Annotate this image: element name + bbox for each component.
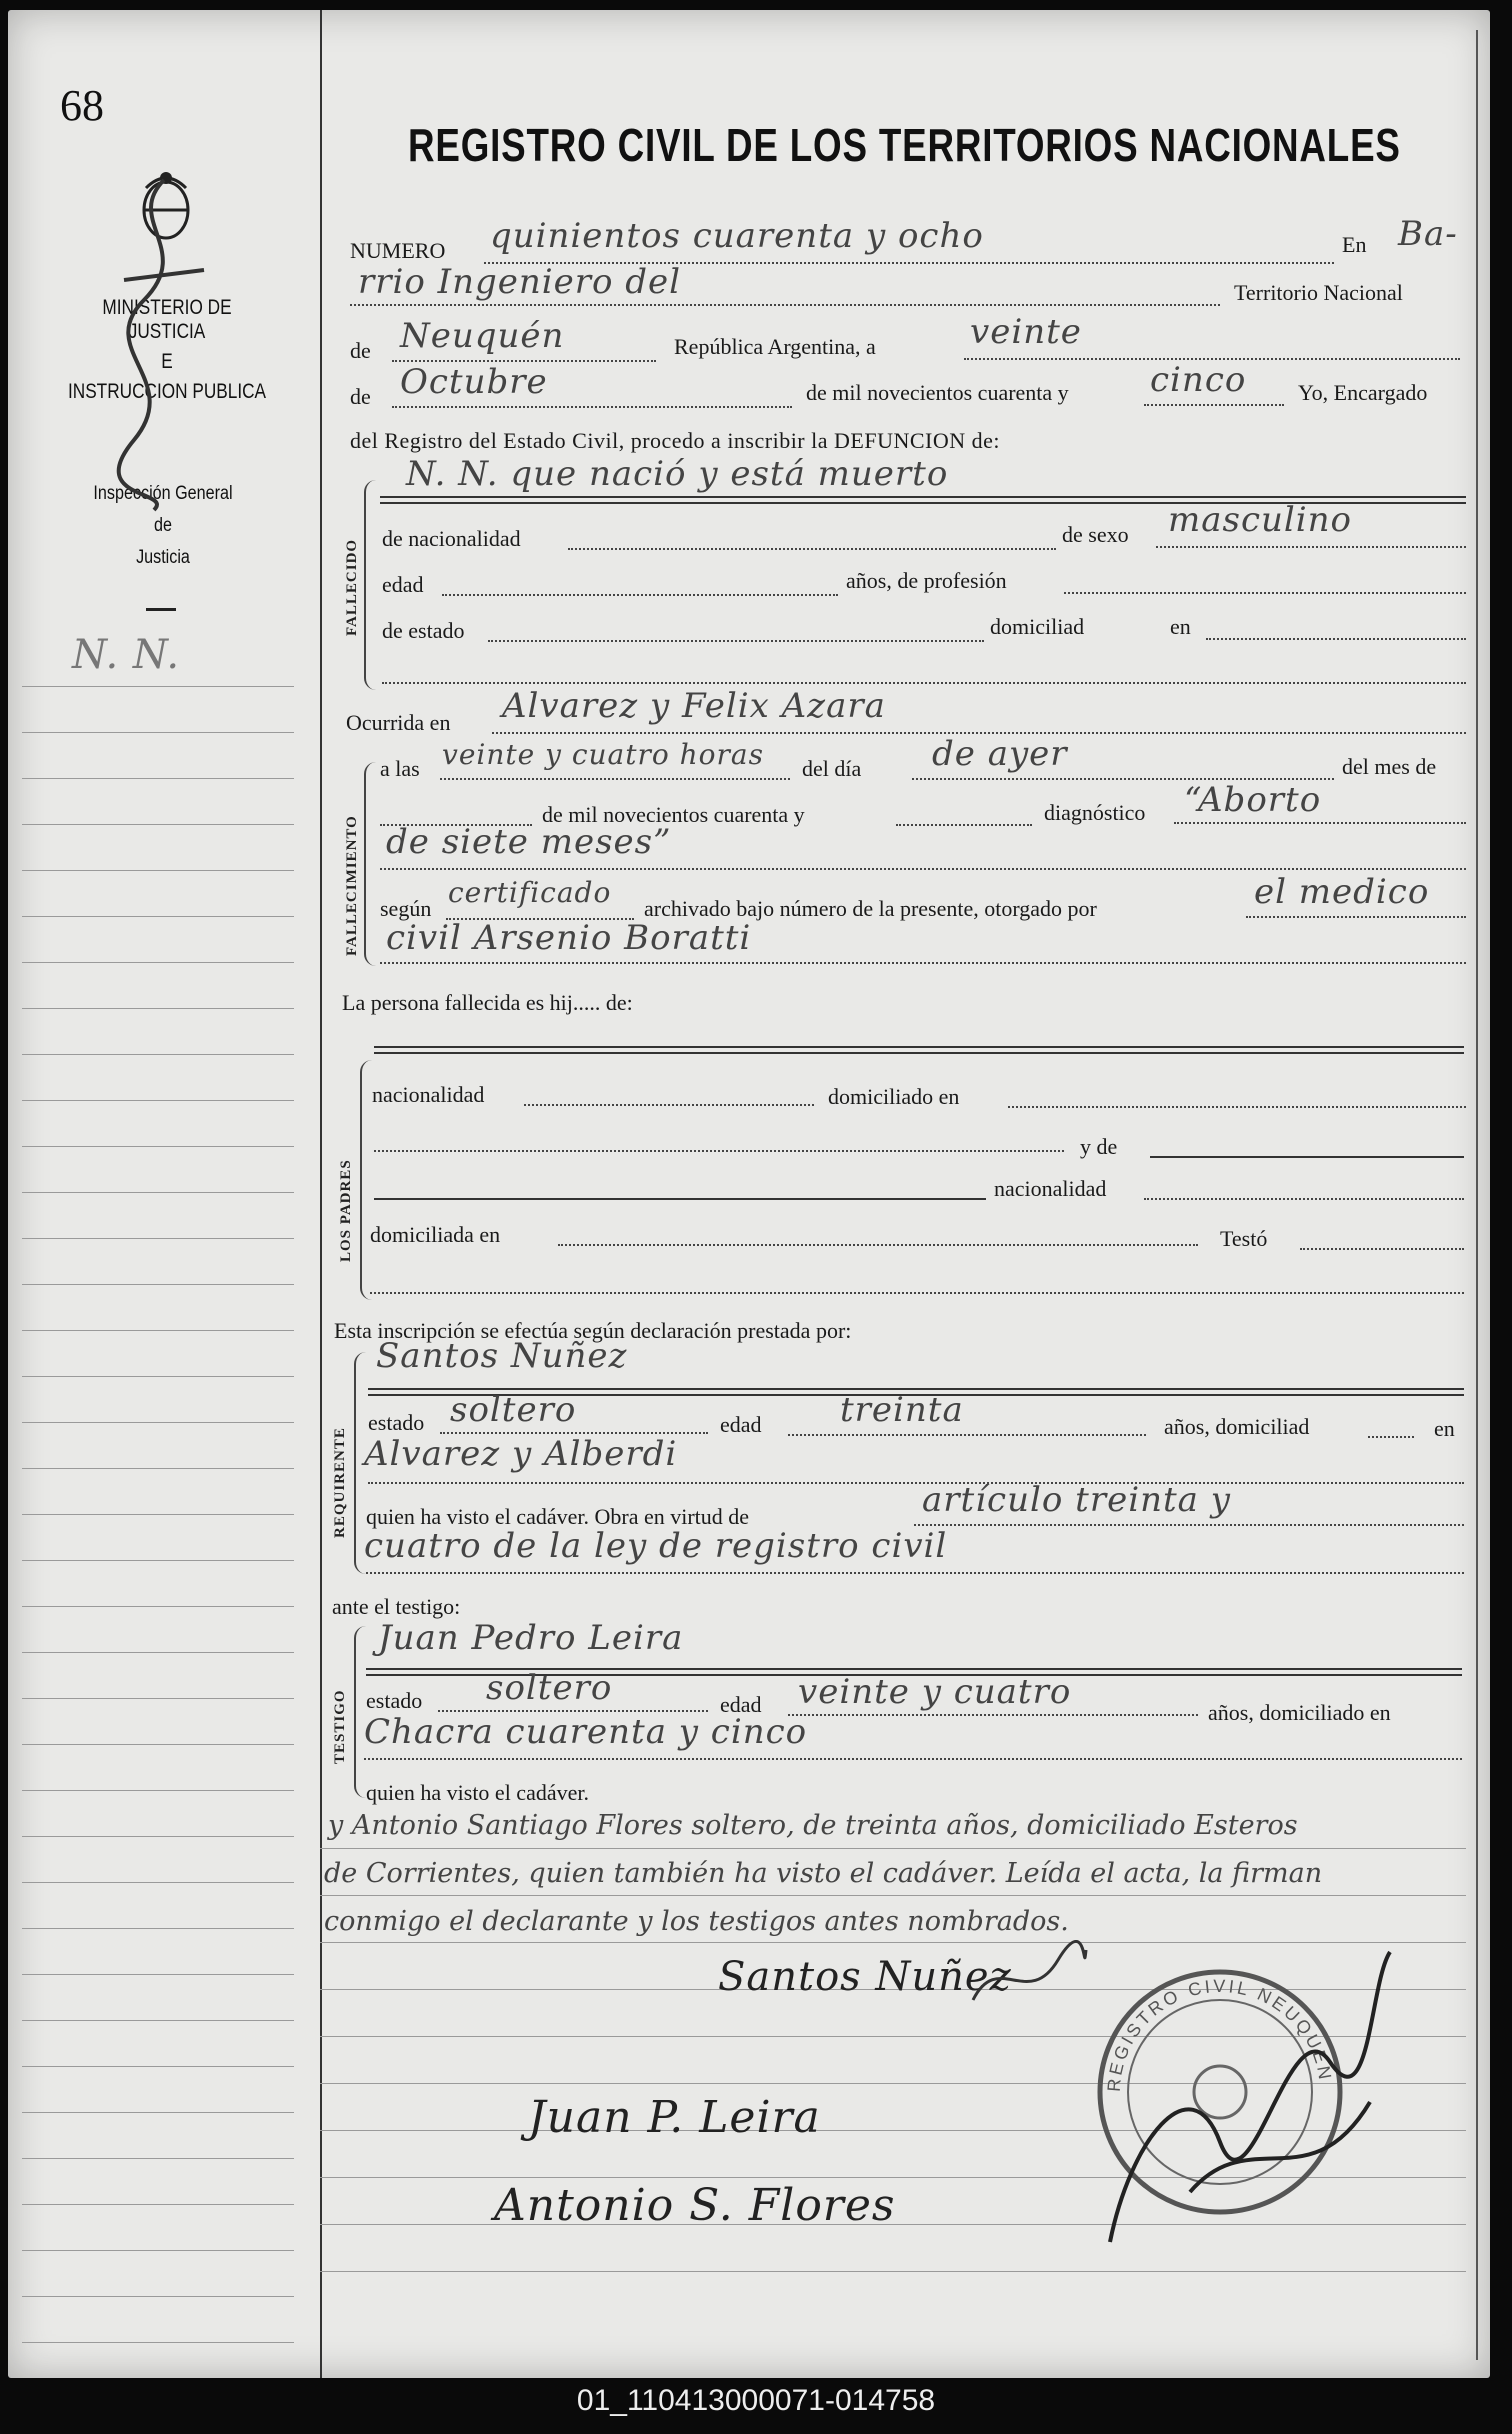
- requirente-section-label: REQUIRENTE: [332, 1427, 348, 1538]
- testo-label: Testó: [1220, 1226, 1268, 1251]
- a-las-label: a las: [380, 756, 420, 781]
- padres-section-label: LOS PADRES: [338, 1159, 354, 1262]
- margin-rule-line: [22, 1054, 294, 1055]
- margin-rule-line: [22, 916, 294, 917]
- inspection-line-1: Inspección General: [93, 483, 233, 504]
- margin-rule-line: [22, 2020, 294, 2021]
- image-caption: 01_110413000071-014758: [576, 2384, 936, 2417]
- margin-rule-line: [22, 2066, 294, 2067]
- note-rule-line: [320, 1848, 1466, 1849]
- margin-rule-line: [22, 1376, 294, 1377]
- requirente-domicilio: Alvarez y Alberdi: [364, 1434, 678, 1474]
- republica-label: República Argentina, a: [674, 334, 876, 359]
- domiciliado-label: domiciliado en: [828, 1084, 960, 1109]
- de2-label: de: [350, 384, 371, 409]
- margin-signature-scribble: [104, 160, 214, 520]
- year-value: cinco: [1150, 360, 1247, 400]
- fallecido-name: N. N. que nació y está muerto: [406, 454, 949, 494]
- inspection-line-3: Justicia: [136, 547, 190, 568]
- profesion-label: años, de profesión: [846, 568, 1007, 593]
- requirente-edad-label: edad: [720, 1412, 762, 1437]
- diagnostico-value: “Aborto: [1184, 780, 1322, 820]
- left-margin-column: [8, 10, 322, 2378]
- document-page: [8, 10, 1490, 2378]
- margin-rule-line: [22, 1514, 294, 1515]
- territorio-label: Territorio Nacional: [1234, 280, 1403, 305]
- testigo-domicilio: Chacra cuarenta y cinco: [364, 1712, 808, 1752]
- requirente-estado-value: soltero: [450, 1390, 577, 1430]
- margin-rule-line: [22, 2204, 294, 2205]
- margin-rule-line: [22, 1836, 294, 1837]
- margin-rule-line: [22, 1146, 294, 1147]
- fallecido-en-label: en: [1170, 614, 1191, 639]
- testigo-intro: ante el testigo:: [332, 1594, 461, 1619]
- requirente-anos-label: años, domiciliad: [1164, 1414, 1310, 1439]
- requirente-estado-label: estado: [368, 1410, 425, 1435]
- margin-rule-line: [22, 2250, 294, 2251]
- notes-line-2: de Corrientes, quien también ha visto el cadáver. Leída el acta, la firman: [324, 1858, 1323, 1889]
- fallecido-section-label: FALLECIDO: [344, 538, 360, 636]
- margin-rule-line: [22, 1882, 294, 1883]
- dia-value: de ayer: [932, 734, 1068, 774]
- margin-rule-line: [22, 1560, 294, 1561]
- intro-line: del Registro del Estado Civil, procedo a inscribir la DEFUNCION de:: [350, 428, 1000, 453]
- margin-rule-line: [22, 824, 294, 825]
- margin-rule-line: [22, 1284, 294, 1285]
- margin-rule-line: [22, 1790, 294, 1791]
- testigo-visto-label: quien ha visto el cadáver.: [366, 1780, 589, 1805]
- margin-rule-line: [22, 1652, 294, 1653]
- requirente-en-label: en: [1434, 1416, 1455, 1441]
- margin-rule-line: [22, 2112, 294, 2113]
- place-value-2: rrio Ingeniero del: [358, 262, 682, 302]
- official-stamp-icon: [1070, 1942, 1400, 2262]
- estado-label: de estado: [382, 618, 465, 643]
- numero-value: quinientos cuarenta y ocho: [490, 216, 984, 256]
- margin-rule-line: [22, 2158, 294, 2159]
- nacionalidad-label: de nacionalidad: [382, 526, 521, 551]
- margin-rule-line: [22, 778, 294, 779]
- domiciliada-label: domiciliada en: [370, 1222, 501, 1247]
- document-title: REGISTRO CIVIL DE LOS TERRITORIOS NACIONALES: [408, 119, 1401, 171]
- year-label: de mil novecientos cuarenta y: [806, 380, 1069, 405]
- margin-rule-line: [22, 1238, 294, 1239]
- margin-rule-line: [22, 1744, 294, 1745]
- margin-rule-line: [22, 1928, 294, 1929]
- requirente-name: Santos Nuñez: [376, 1336, 628, 1376]
- segun-value: certificado: [448, 876, 612, 909]
- margin-rule-line: [22, 962, 294, 963]
- note-rule-line: [320, 2271, 1466, 2272]
- diagnostico-value-2: de siete meses”: [386, 822, 672, 862]
- testigo-edad-value: veinte y cuatro: [798, 1672, 1072, 1712]
- testigo-edad-label: edad: [720, 1692, 762, 1717]
- diagnostico-label: diagnóstico: [1044, 800, 1146, 825]
- sexo-label: de sexo: [1062, 522, 1129, 547]
- margin-note: N. N.: [72, 632, 181, 678]
- margin-rule-line: [22, 1468, 294, 1469]
- ministry-line-1: MINISTERIO DE JUSTICIA: [102, 296, 232, 343]
- ocurrida-label: Ocurrida en: [346, 710, 451, 735]
- otorgado-value: el medico: [1254, 872, 1430, 912]
- testigo-estado-label: estado: [366, 1688, 423, 1713]
- y-de-label: y de: [1080, 1134, 1118, 1159]
- inspection-line-2: de: [154, 515, 172, 536]
- padres-nacionalidad-2-label: nacionalidad: [994, 1176, 1107, 1201]
- testigo-name: Juan Pedro Leira: [378, 1618, 684, 1658]
- fallecimiento-section-label: FALLECIMIENTO: [344, 815, 360, 956]
- hijo-line: La persona fallecida es hij..... de:: [342, 990, 633, 1015]
- ministry-line-3: INSTRUCCION PUBLICA: [67, 380, 267, 403]
- svg-text:REGISTRO CIVIL NEUQUEN: [1104, 1976, 1336, 2092]
- testigo-estado-value: soltero: [486, 1668, 613, 1708]
- page-number: 68: [60, 81, 104, 130]
- ocurrida-value: Alvarez y Felix Azara: [502, 686, 886, 726]
- margin-rule-line: [22, 732, 294, 733]
- testigo-anos-label: años, domiciliado en: [1208, 1700, 1391, 1725]
- margin-rule-line: [22, 2342, 294, 2343]
- note-rule-line: [320, 1895, 1466, 1896]
- edad-label: edad: [382, 572, 424, 597]
- sexo-value: masculino: [1168, 500, 1353, 540]
- margin-rule-line: [22, 2296, 294, 2297]
- requirente-obra-value-2: cuatro de la ley de registro civil: [364, 1526, 948, 1566]
- stamp-text: REGISTRO CIVIL NEUQUEN: [1103, 1975, 1336, 2093]
- signature-testigo-2: Antonio S. Flores: [494, 2180, 896, 2231]
- margin-rule-line: [22, 1100, 294, 1101]
- archivado-label: archivado bajo número de la presente, otorgado por: [644, 896, 1097, 921]
- day-value: veinte: [970, 312, 1082, 352]
- de-label: de: [350, 338, 371, 363]
- margin-rule-line: [22, 1422, 294, 1423]
- right-border: [1476, 30, 1478, 2360]
- margin-rule-line: [22, 686, 294, 687]
- requirente-visto-label: quien ha visto el cadáver. Obra en virtud de: [366, 1504, 750, 1529]
- margin-rule-line: [22, 1606, 294, 1607]
- signature-testigo-1: Juan P. Leira: [528, 2092, 821, 2143]
- signature-declarante: Santos Nuñez: [718, 1954, 1012, 2000]
- month-value: Octubre: [400, 362, 548, 402]
- margin-rule-line: [22, 870, 294, 871]
- place-value: Ba-: [1398, 214, 1458, 254]
- requirente-edad-value: treinta: [840, 1390, 964, 1430]
- fallecimiento-year-label: de mil novecientos cuarenta y: [542, 802, 805, 827]
- hora-value: veinte y cuatro horas: [442, 738, 764, 771]
- encargado-label: Yo, Encargado: [1298, 380, 1428, 405]
- margin-rule-line: [22, 1008, 294, 1009]
- margin-rule-line: [22, 1330, 294, 1331]
- en-label: En: [1342, 232, 1367, 257]
- margin-rule-line: [22, 1974, 294, 1975]
- notes-line-3: conmigo el declarante y los testigos antes nombrados.: [324, 1906, 1069, 1937]
- domiciliad-label: domiciliad: [990, 614, 1085, 639]
- del-dia-label: del día: [802, 756, 862, 781]
- divider: [146, 608, 176, 611]
- requirente-intro: Esta inscripción se efectúa según declaración prestada por:: [334, 1318, 852, 1343]
- segun-label: según: [380, 896, 432, 921]
- notes-line-1: y Antonio Santiago Flores soltero, de treinta años, domiciliado Esteros: [328, 1810, 1298, 1841]
- margin-rule-line: [22, 1698, 294, 1699]
- testigo-section-label: TESTIGO: [332, 1689, 348, 1764]
- territory-value: Neuquén: [400, 316, 565, 356]
- signature-flourish: [968, 1940, 1088, 2020]
- ministry-line-2: E: [161, 350, 173, 373]
- mes-label: del mes de: [1342, 754, 1437, 779]
- requirente-obra-value: artículo treinta y: [922, 1480, 1231, 1520]
- otorgado-value-2: civil Arsenio Boratti: [386, 918, 752, 958]
- margin-rule-line: [22, 1192, 294, 1193]
- padres-nacionalidad-label: nacionalidad: [372, 1082, 485, 1107]
- numero-label: NUMERO: [350, 238, 446, 263]
